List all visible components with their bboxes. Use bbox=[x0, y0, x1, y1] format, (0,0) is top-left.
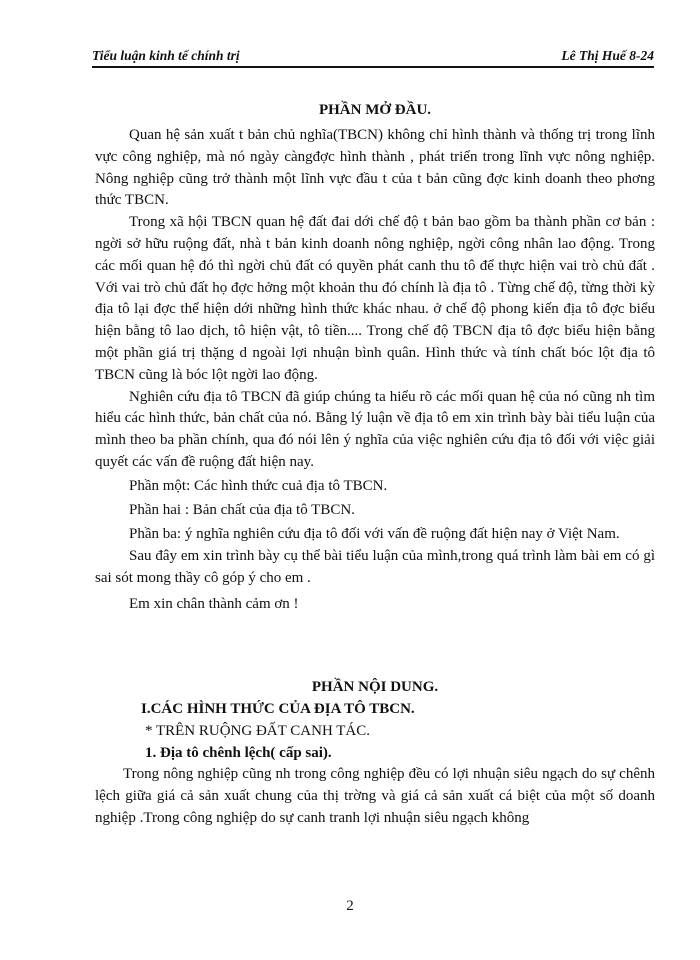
body-paragraph: Trong nông nghiệp cũng nh trong công nghiệp đều có lợi nhuận siêu ngạch do sự chênh lệch giữa giá cả sản xuất chung của thị trờng và giá cả sản xuất cá biệt của một số doanh nghiệp .Trong công nghiệp do sự canh tranh lợi nhuận siêu ngạch không bbox=[95, 766, 655, 826]
thanks-line: Em xin chân thành cảm ơn ! bbox=[129, 596, 299, 613]
body-heading: PHẦN NỘI DUNG. bbox=[311, 679, 439, 696]
closing-paragraph: Sau đây em xin trình bày cụ thể bài tiểu luận của mình,trong quá trình làm bài em có gì sai sót mong thầy cô góp ý cho em . bbox=[95, 547, 655, 586]
intro-paragraph: Quan hệ sản xuất t bản chủ nghĩa(TBCN) không chỉ hình thành và thống trị trong lĩnh vực công nghiệp, mà nó ngày càngđợc hình thành , phát triển trong lĩnh vực nông nghiệp. Nông nghiệp cũng trở thành một lĩnh vực đầu t của t bản cũng đợc kinh doanh theo phơng thức TBCN. bbox=[95, 127, 655, 209]
spacer bbox=[95, 619, 655, 679]
running-header bbox=[92, 46, 654, 68]
page-number: 2 bbox=[346, 898, 354, 914]
page-content bbox=[95, 102, 655, 830]
intro-heading: PHẦN MỞ ĐẦU. bbox=[318, 102, 432, 118]
item-heading: 1. Địa tô chênh lệch( cấp sai). bbox=[145, 745, 332, 762]
intro-paragraph: Nghiên cứu địa tô TBCN đã giúp chúng ta hiểu rõ các mối quan hệ của nó cũng nh tìm hiểu các hình thức, bản chất của nó. Bằng lý luận về địa tô em xin trình bày bài tiểu luận của mình theo ba phần chính, qua đó nói lên ý nghĩa của việc nghiên cứu địa tô đối với việc giải quyết các vấn đề ruộng đất hiện nay. bbox=[95, 388, 655, 470]
part-one: Phần một: Các hình thức cuả địa tô TBCN. bbox=[129, 477, 388, 494]
header-title: Tiểu luận kinh tế chính trị bbox=[92, 48, 240, 63]
header-author: Lê Thị Huế 8-24 bbox=[561, 48, 654, 63]
part-three: Phần ba: ý nghĩa nghiên cứu địa tô đối với vấn đề ruộng đất hiện nay ở Việt Nam. bbox=[129, 525, 620, 542]
part-two: Phần hai : Bản chất của địa tô TBCN. bbox=[129, 501, 355, 518]
section-heading: I.CÁC HÌNH THỨC CỦA ĐỊA TÔ TBCN. bbox=[141, 701, 415, 718]
intro-paragraph: Trong xã hội TBCN quan hệ đất đai dới chế độ t bản bao gồm ba thành phần cơ bản : ngời sở hữu ruộng đất, nhà t bản kinh doanh nông nghiệp, ngời công nhân lao động. Trong các mối quan hệ đó thì ngời chủ đất có quyền phát canh thu tô để thực hiện vai trò chủ đất . Với vai trò chủ đất họ đợc hởng một khoản thu đó chính là địa tô . Từng chế độ, từng thời kỳ địa tô lại đợc thể hiện dới những hình thức khác nhau. ở chế độ phong kiến địa tô đợc biểu hiện bằng tô lao dịch, tô hiện vật, tô tiền.... Trong chế độ TBCN địa tô đợc biểu hiện bằng một phần giá trị thặng d ngoài lợi nhuận bình quân. Hình thức và tính chất bóc lột địa tô TBCN cũng là bóc lột ngời lao động. bbox=[95, 214, 655, 383]
subsection-heading: * TRÊN RUỘNG ĐẤT CANH TÁC. bbox=[145, 723, 371, 740]
